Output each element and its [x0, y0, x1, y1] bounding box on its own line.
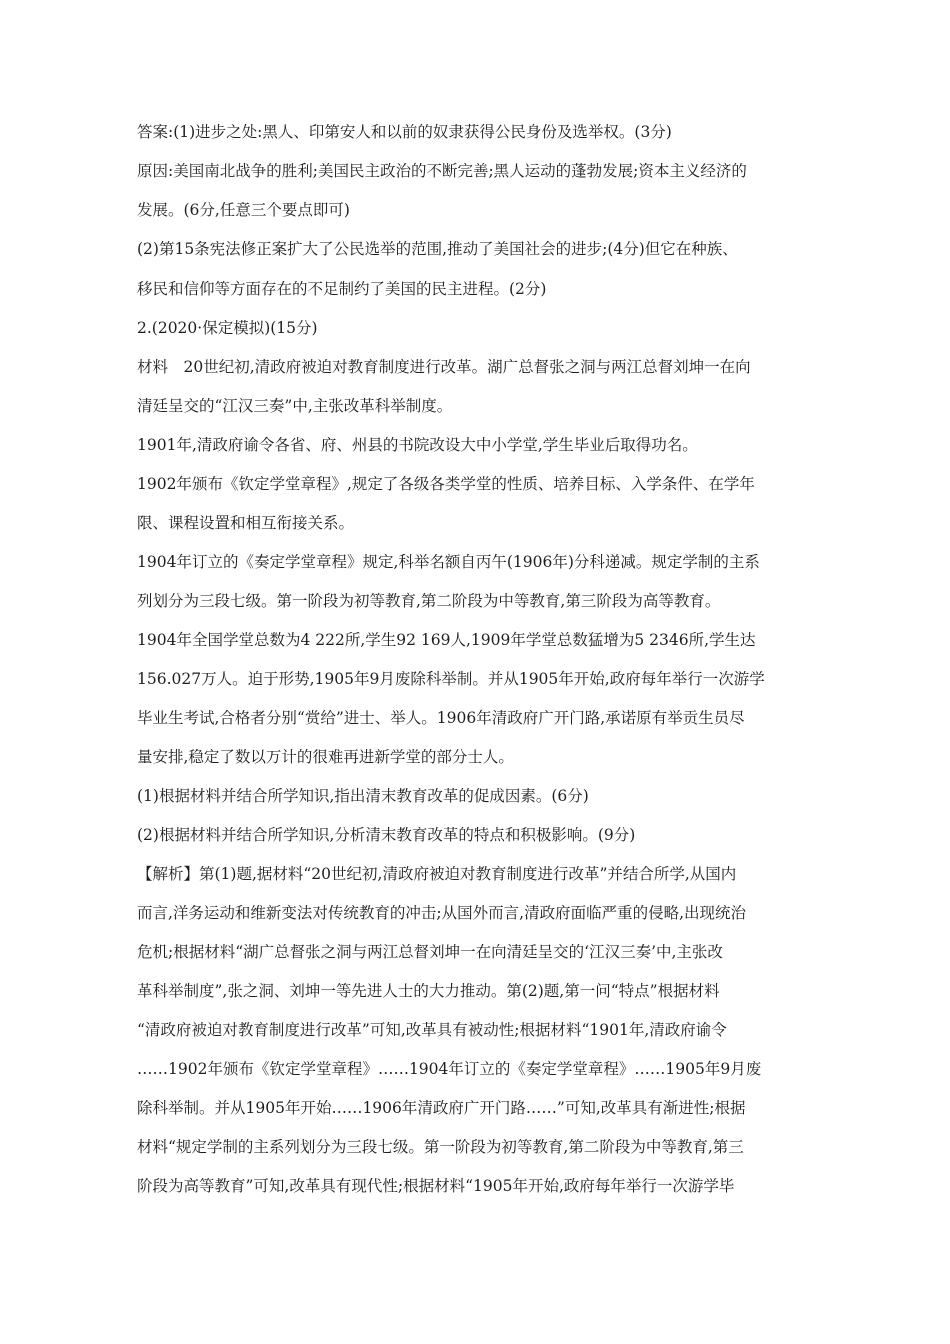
answer-line-1: 答案:(1)进步之处:黑人、印第安人和以前的奴隶获得公民身份及选举权。(3分): [137, 123, 672, 141]
material-line-7: 列划分为三段七级。第一阶段为初等教育,第二阶段为中等教育,第三阶段为高等教育。: [137, 592, 721, 610]
analysis-line-7: 除科举制。并从1905年开始……1906年清政府广开门路……”可知,改革具有渐进性;根据: [137, 1099, 746, 1117]
analysis-line-4: 革科举制度”,张之洞、刘坤一等先进人士的大力推动。第(2)题,第一问“特点”根据材料: [137, 982, 720, 1000]
material-line-1: 材料 20世纪初,清政府被迫对教育制度进行改革。湖广总督张之洞与两江总督刘坤一在向: [137, 358, 751, 376]
analysis-line-2: 而言,洋务运动和维新变法对传统教育的冲击;从国外而言,清政府面临严重的侵略,出现统治: [137, 904, 747, 922]
question-2: (2)根据材料并结合所学知识,分析清末教育改革的特点和积极影响。(9分): [137, 826, 636, 844]
material-line-10: 毕业生考试,合格者分别“赏给”进士、举人。1906年清政府广开门路,承诺原有举贡生员尽: [137, 709, 745, 727]
analysis-line-1: 【解析】第(1)题,据材料“20世纪初,清政府被迫对教育制度进行改革”并结合所学,从国内: [137, 865, 737, 883]
material-line-4: 1902年颁布《钦定学堂章程》,规定了各级各类学堂的性质、培养目标、入学条件、在学年: [137, 475, 755, 493]
material-line-5: 限、课程设置和相互衔接关系。: [137, 514, 355, 532]
material-line-3: 1901年,清政府谕令各省、府、州县的书院改设大中小学堂,学生毕业后取得功名。: [137, 436, 698, 454]
answer-line-3: 发展。(6分,任意三个要点即可): [137, 201, 350, 219]
analysis-line-5: “清政府被迫对教育制度进行改革”可知,改革具有被动性;根据材料“1901年,清政府谕令: [137, 1021, 727, 1039]
question-1: (1)根据材料并结合所学知识,指出清末教育改革的促成因素。(6分): [137, 787, 589, 805]
answer-line-5: 移民和信仰等方面存在的不足制约了美国的民主进程。(2分): [137, 280, 547, 298]
answer-line-2: 原因:美国南北战争的胜利;美国民主政治的不断完善;黑人运动的蓬勃发展;资本主义经济的: [137, 162, 747, 180]
analysis-line-8: 材料“规定学制的主系列划分为三段七级。第一阶段为初等教育,第二阶段为中等教育,第三: [137, 1138, 744, 1156]
question-heading: 2.(2020·保定模拟)(15分): [137, 319, 318, 337]
analysis-line-9: 阶段为高等教育”可知,改革具有现代性;根据材料“1905年开始,政府每年举行一次游学毕: [137, 1177, 735, 1195]
analysis-line-3: 危机;根据材料“湖广总督张之洞与两江总督刘坤一在向清廷呈交的‘江汉三奏’中,主张改: [137, 943, 723, 961]
material-line-6: 1904年订立的《奏定学堂章程》规定,科举名额自丙午(1906年)分科递减。规定学制的主系: [137, 553, 760, 571]
material-line-11: 量安排,稳定了数以万计的很难再进新学堂的部分士人。: [137, 748, 514, 766]
material-line-8: 1904年全国学堂总数为4 222所,学生92 169人,1909年学堂总数猛增为5 2346所,学生达: [137, 631, 756, 649]
analysis-line-6: ……1902年颁布《钦定学堂章程》……1904年订立的《奏定学堂章程》……1905年9月废: [137, 1060, 762, 1078]
material-line-9: 156.027万人。迫于形势,1905年9月废除科举制。并从1905年开始,政府每年举行一次游学: [137, 670, 765, 688]
answer-line-4: (2)第15条宪法修正案扩大了公民选举的范围,推动了美国社会的进步;(4分)但它在种族、: [137, 240, 738, 258]
material-line-2: 清廷呈交的“江汉三奏”中,主张改革科举制度。: [137, 397, 453, 415]
